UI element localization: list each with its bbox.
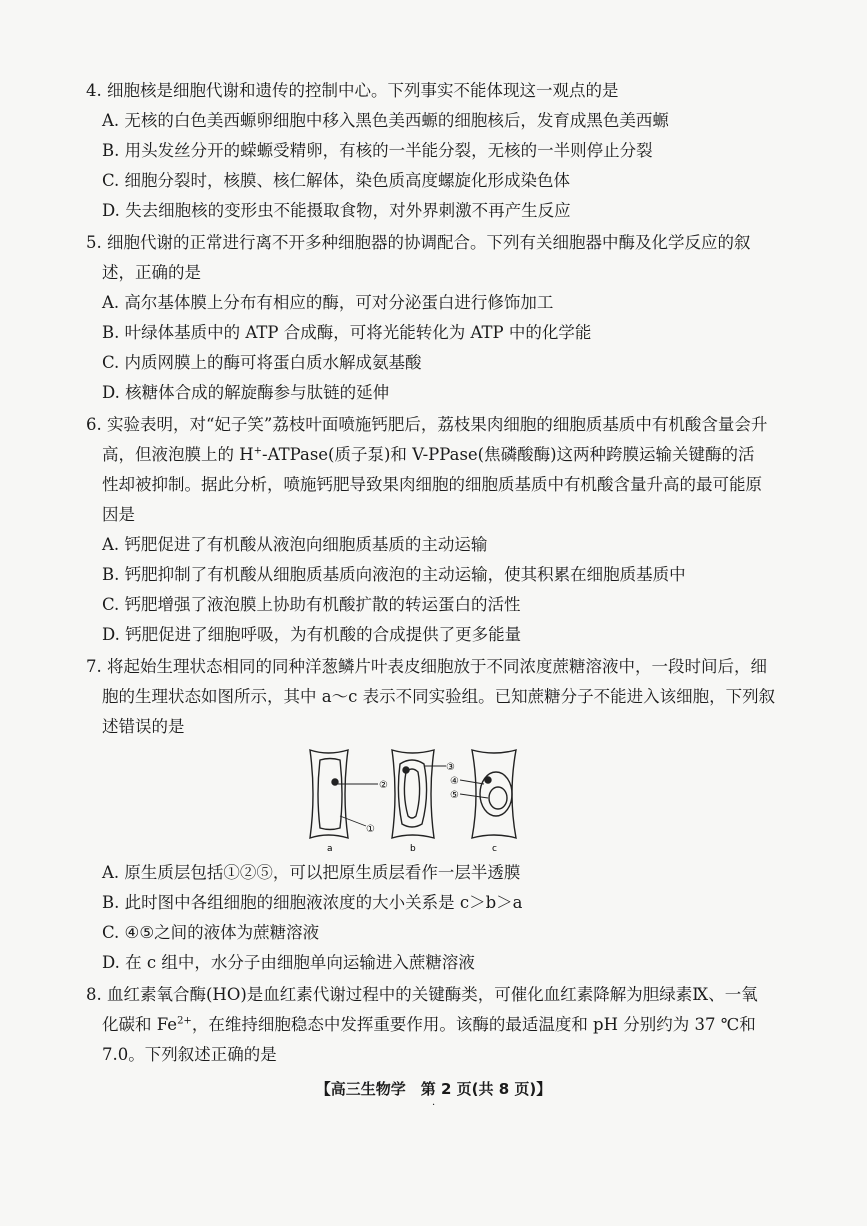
- question-6-option-c: C. 钙肥增强了液泡膜上协助有机酸扩散的转运蛋白的活性: [102, 595, 521, 614]
- question-4-option-b: B. 用头发丝分开的蝾螈受精卵，有核的一半能分裂，无核的一半则停止分裂: [102, 141, 653, 160]
- cell-b-vacuole: [404, 769, 419, 818]
- callout-3: ③: [446, 762, 455, 773]
- iron-ion-charge: 2+: [177, 1015, 192, 1027]
- question-6-option-b: B. 钙肥抑制了有机酸从细胞质基质向液泡的主动运输，使其积累在细胞质基质中: [102, 565, 686, 584]
- question-7-stem-line-3: 述错误的是: [102, 717, 185, 736]
- question-6-stem-line-4: 因是: [102, 505, 135, 524]
- callout-line-4: [460, 780, 484, 784]
- question-7-option-b: B. 此时图中各组细胞的细胞液浓度的大小关系是 c＞b＞a: [102, 893, 523, 912]
- question-7-stem-line-2: 胞的生理状态如图所示，其中 a～c 表示不同实验组。已知蔗糖分子不能进入该细胞，下列叙: [102, 687, 776, 706]
- question-6-stem-line-2: [102, 444, 755, 466]
- hydrogen-ion-charge: +: [253, 445, 263, 457]
- callout-2: ②: [379, 780, 388, 791]
- page-footer: 【高三生物学 第 2 页(共 8 页)】: [315, 1080, 552, 1098]
- question-5-stem-line-1: 5. 细胞代谢的正常进行离不开多种细胞器的协调配合。下列有关细胞器中酶及化学反应的叙: [86, 233, 751, 252]
- question-8-stem-line-2-part-2: ，在维持细胞稳态中发挥重要作用。该酶的最适温度和 pH 分别约为 37 ℃和: [191, 1015, 756, 1034]
- callout-5: ⑤: [450, 790, 459, 801]
- label-b: b: [410, 844, 416, 854]
- cell-b: [392, 750, 434, 838]
- question-7-stem-line-1: 7. 将起始生理状态相同的同种洋葱鳞片叶表皮细胞放于不同浓度蔗糖溶液中，一段时间后，细: [86, 657, 767, 676]
- question-4-option-d: D. 失去细胞核的变形虫不能摄取食物，对外界刺激不再产生反应: [102, 201, 571, 220]
- question-7-option-a: A. 原生质层包括①②⑤，可以把原生质层看作一层半透膜: [102, 863, 521, 882]
- callout-line-5: [460, 794, 488, 798]
- question-5-option-c: C. 内质网膜上的酶可将蛋白质水解成氨基酸: [102, 353, 422, 372]
- callout-line-1: [340, 816, 366, 826]
- question-4-stem: 4. 细胞核是细胞代谢和遗传的控制中心。下列事实不能体现这一观点的是: [86, 81, 619, 100]
- callout-1: ①: [366, 824, 375, 835]
- cell-c-wall: [472, 750, 516, 838]
- cell-c: [472, 750, 516, 838]
- question-6-stem-line-1: 6. 实验表明，对“妃子笑”荔枝叶面喷施钙肥后，荔枝果肉细胞的细胞质基质中有机酸含量会升: [86, 415, 768, 434]
- question-6-stem-line-3: 性却被抑制。据此分析，喷施钙肥导致果肉细胞的细胞质基质中有机酸含量升高的最可能原: [102, 475, 762, 494]
- cell-c-vacuole: [489, 787, 507, 809]
- question-5-option-a: A. 高尔基体膜上分布有相应的酶，可对分泌蛋白进行修饰加工: [102, 293, 554, 312]
- label-c: c: [492, 844, 497, 854]
- cell-c-nucleus: [485, 777, 491, 783]
- cell-b-nucleus: [403, 767, 409, 773]
- question-8-stem-line-2-part-1: 化碳和 Fe: [102, 1015, 178, 1034]
- question-7-option-d: D. 在 c 组中，水分子由细胞单向运输进入蔗糖溶液: [102, 953, 475, 972]
- question-8-stem-line-2: [102, 1014, 756, 1036]
- cell-a-protoplast: [318, 759, 342, 830]
- label-a: a: [327, 844, 333, 854]
- onion-cell-plasmolysis-figure: [300, 744, 560, 854]
- question-7-option-c: C. ④⑤之间的液体为蔗糖溶液: [102, 923, 320, 942]
- question-5-stem-line-2: 述，正确的是: [102, 263, 201, 282]
- cell-diagram: [300, 744, 560, 854]
- question-4-option-c: C. 细胞分裂时，核膜、核仁解体，染色质高度螺旋化形成染色体: [102, 171, 571, 190]
- cell-a: [310, 750, 348, 838]
- question-6-stem-line-2-part-1: 高，但液泡膜上的 H: [102, 445, 254, 464]
- question-8-stem-line-3: 7.0。下列叙述正确的是: [102, 1045, 277, 1064]
- question-8-stem-line-1: 8. 血红素氧合酶(HO)是血红素代谢过程中的关键酶类，可催化血红素降解为胆绿素Ⅸ、一氧: [86, 985, 758, 1004]
- callout-4: ④: [450, 776, 459, 787]
- question-4-option-a: A. 无核的白色美西螈卵细胞中移入黑色美西螈的细胞核后，发育成黑色美西螈: [102, 111, 669, 130]
- question-5-option-b: B. 叶绿体基质中的 ATP 合成酶，可将光能转化为 ATP 中的化学能: [102, 323, 592, 342]
- question-6-option-d: D. 钙肥促进了细胞呼吸，为有机酸的合成提供了更多能量: [102, 625, 522, 644]
- cell-a-nucleus: [332, 779, 338, 785]
- question-6-stem-line-2-part-2: -ATPase(质子泵)和 V-PPase(焦磷酸酶)这两种跨膜运输关键酶的活: [262, 445, 755, 464]
- question-6-option-a: A. 钙肥促进了有机酸从液泡向细胞质基质的主动运输: [102, 535, 488, 554]
- footer-dot: ·: [432, 1100, 436, 1111]
- question-5-option-d: D. 核糖体合成的解旋酶参与肽链的延伸: [102, 383, 390, 402]
